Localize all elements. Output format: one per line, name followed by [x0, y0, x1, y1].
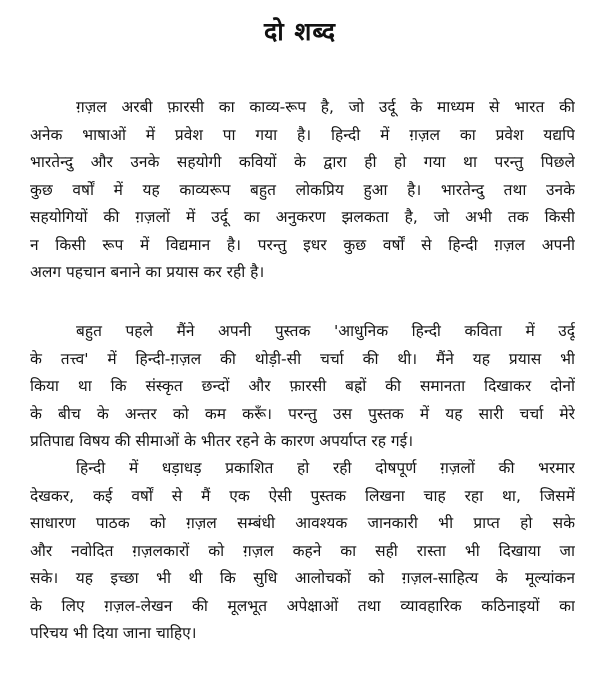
text-line: किया था कि संस्कृत छन्दों और फ़ारसी बह्रों की समानता दिखाकर दोनों	[30, 377, 575, 395]
text-line: परिचय भी दिया जाना चाहिए।	[30, 624, 197, 642]
text-line: कुछ वर्षों में यह काव्यरूप बहुत लोकप्रिय हुआ है। भारतेन्दु तथा उनके	[30, 180, 575, 199]
text-line: के लिए ग़ज़ल-लेखन की मूलभूत अपेक्षाओं तथा व्यावहारिक कठिनाइयों का	[30, 596, 575, 615]
text-line: सहयोगियों की ग़ज़लों में उर्दू का अनुकरण झलकता है, जो अभी तक किसी	[30, 208, 575, 226]
text-line: हिन्दी में धड़ाधड़ प्रकाशित हो रही दोषपूर्ण ग़ज़लों की भरमार	[76, 459, 575, 477]
page-title: दो शब्द	[263, 17, 337, 46]
text-line: के तत्त्व' में हिन्दी-ग़ज़ल की थोड़ी-सी चर्चा की थी। मैंने यह प्रयास भी	[30, 349, 575, 368]
text-line: न किसी रूप में विद्यमान है। परन्तु इधर कुछ वर्षों से हिन्दी ग़ज़ल अपनी	[30, 235, 575, 254]
text-line: और नवोदित ग़ज़लकारों को ग़ज़ल कहने का सही रास्ता भी दिखाया जा	[30, 541, 575, 560]
text-line: प्रतिपाद्य विषय की सीमाओं के भीतर रहने के कारण अपर्याप्त रह गई।	[30, 432, 414, 450]
text-line: अनेक भाषाओं में प्रवेश पा गया है। हिन्दी में ग़ज़ल का प्रवेश यद्यपि	[30, 125, 575, 144]
text-line: बहुत पहले मैंने अपनी पुस्तक 'आधुनिक हिन्दी कविता में उर्दू	[76, 322, 575, 340]
text-line: साधारण पाठक को ग़ज़ल सम्बंधी आवश्यक जानकारी भी प्राप्त हो सके	[30, 514, 575, 532]
text-line: भारतेन्दु और उनके सहयोगी कवियों के द्वारा ही हो गया था परन्तु पिछले	[30, 153, 575, 171]
text-line: अलग पहचान बनाने का प्रयास कर रही है।	[30, 263, 265, 281]
text-line: के बीच के अन्तर को कम करूँ। परन्तु उस पुस्तक में यह सारी चर्चा मेरे	[30, 404, 575, 423]
paragraph-2	[30, 318, 575, 456]
text-line: देखकर, कई वर्षों से मैं एक ऐसी पुस्तक लिखना चाह रहा था, जिसमें	[30, 486, 575, 505]
text-line: सके। यह इच्छा भी थी कि सुधि आलोचकों को ग़ज़ल-साहित्य के मूल्यांकन	[30, 569, 575, 587]
paragraph-3	[30, 455, 575, 648]
paragraph-1	[30, 94, 575, 287]
text-line: ग़ज़ल अरबी फ़ारसी का काव्य-रूप है, जो उर्दू के माध्यम से भारत की	[76, 98, 575, 116]
